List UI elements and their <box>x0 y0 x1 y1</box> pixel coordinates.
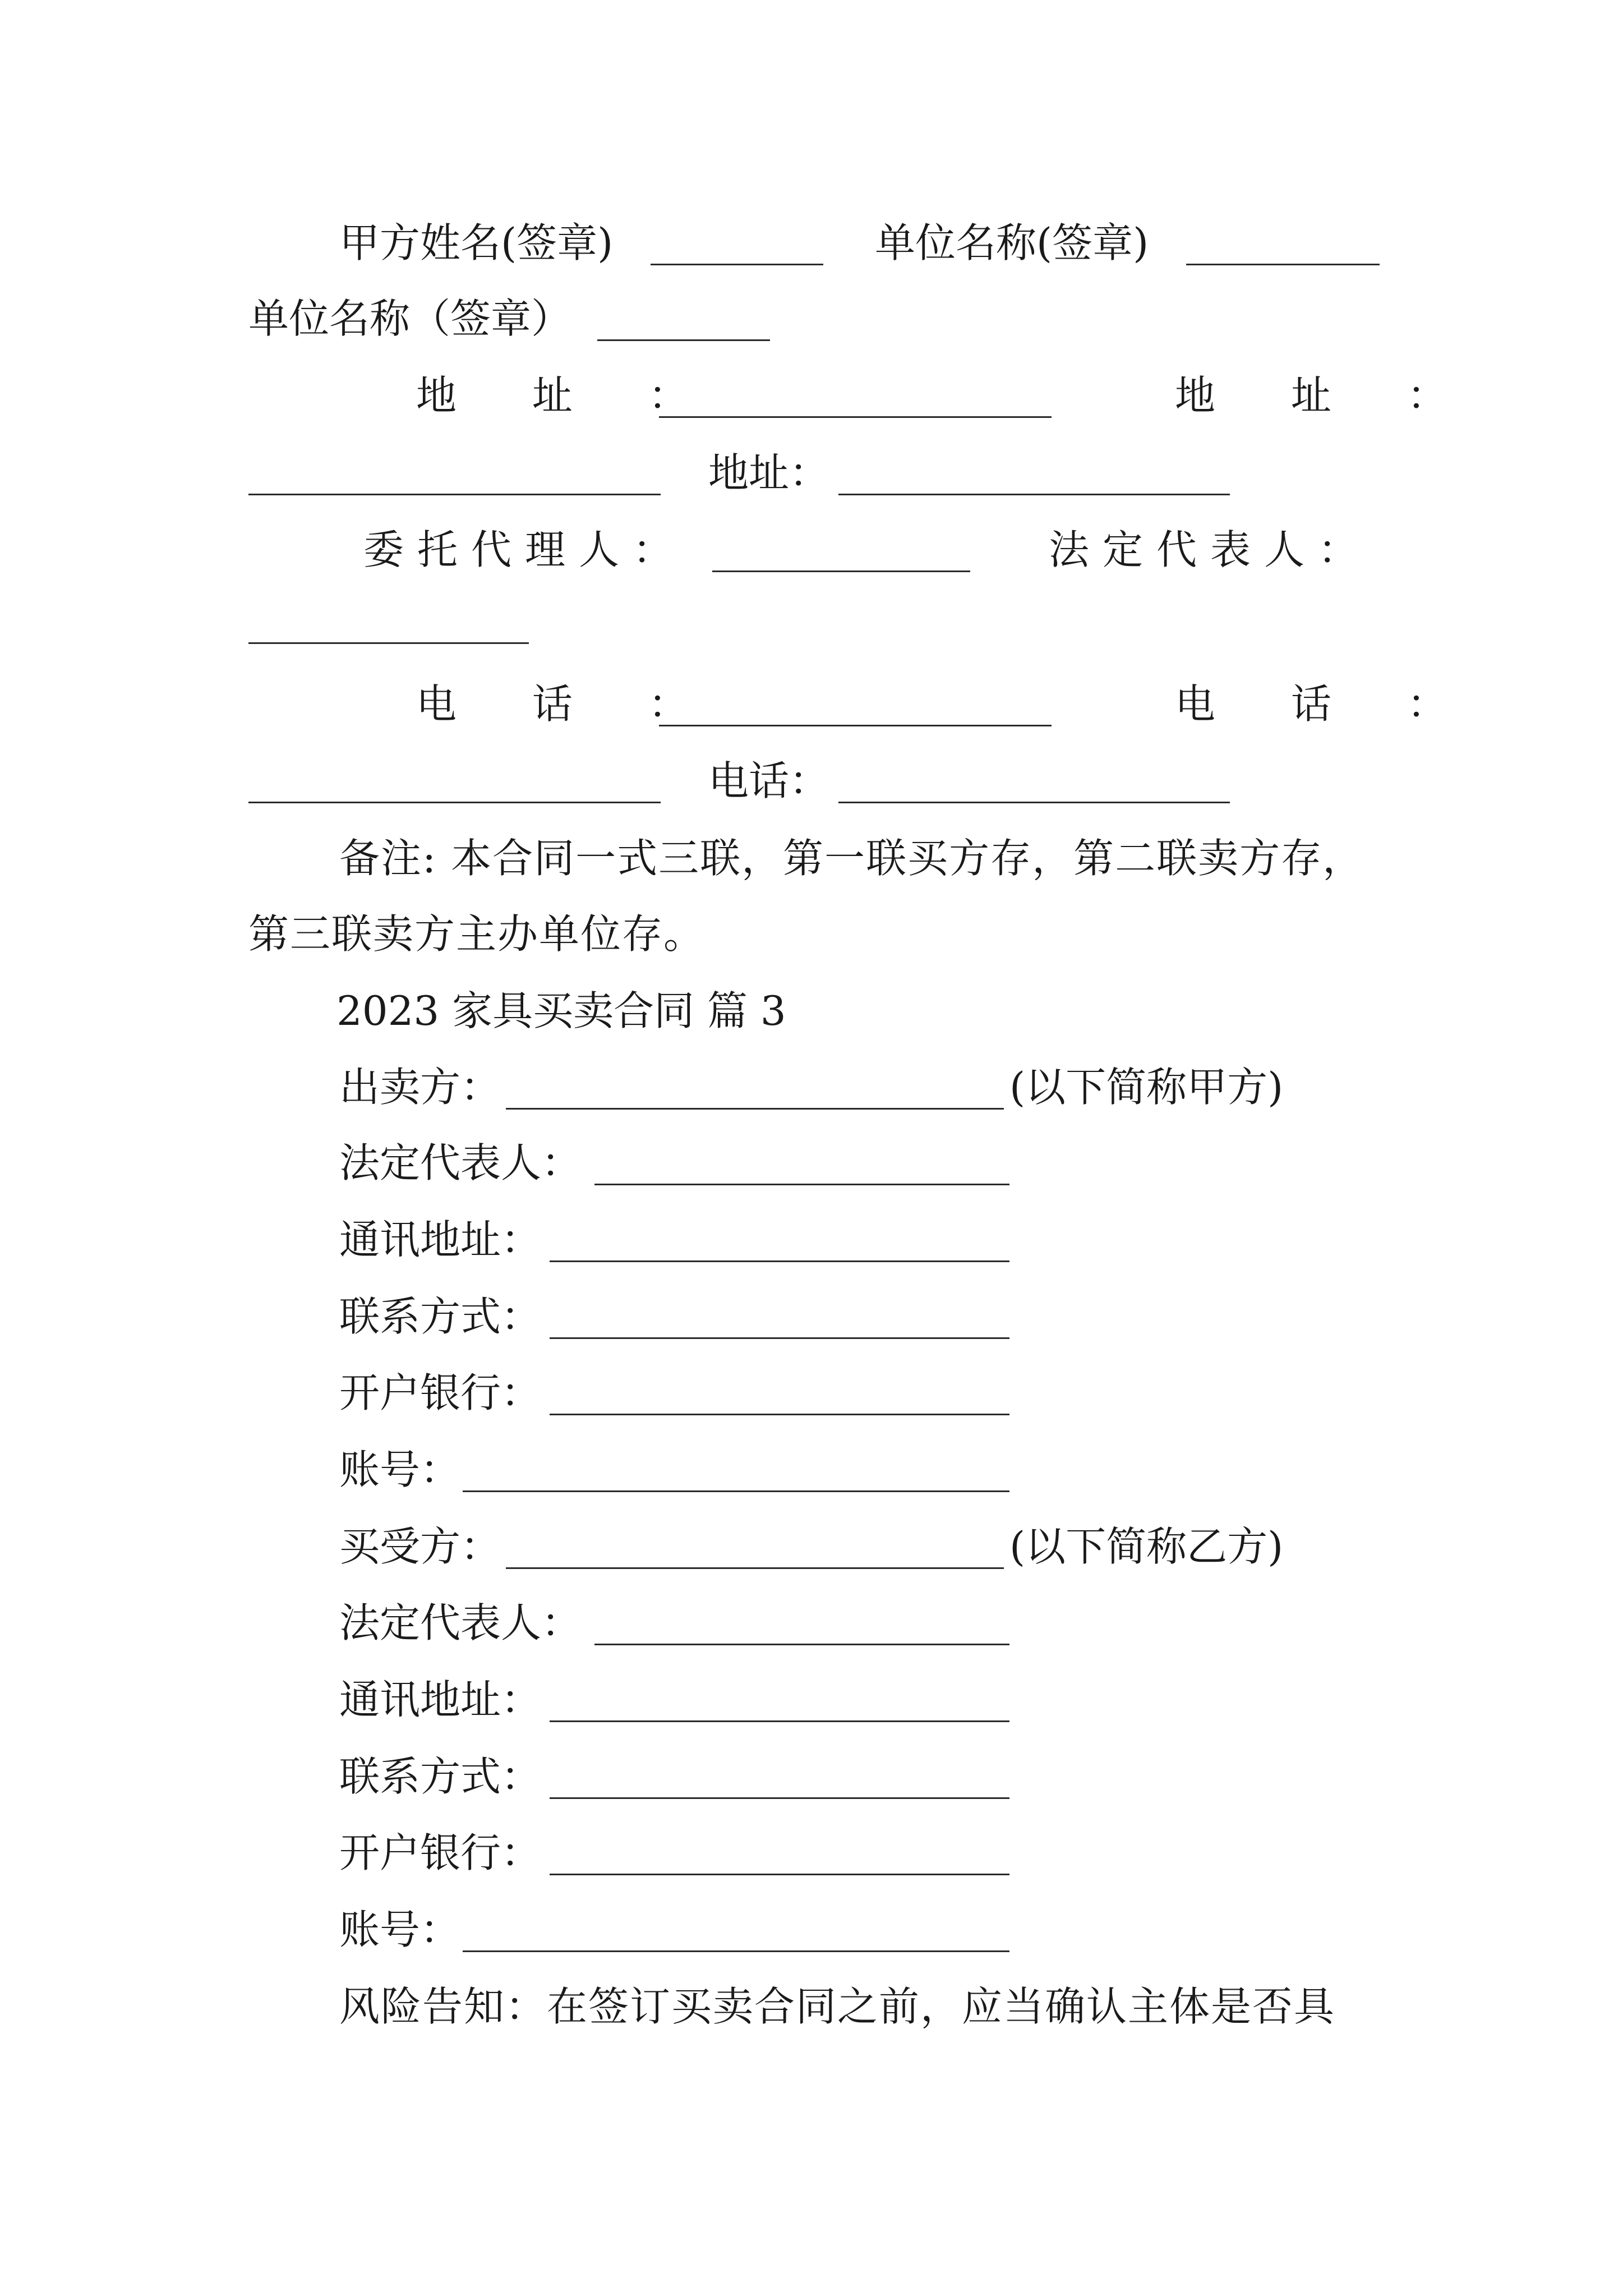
section-title: 2023 家具买卖合同 篇 3 <box>336 987 786 1034</box>
remark-text-1: 备注: 本合同一式三联，第一联买方存，第二联卖方存， <box>339 835 1364 882</box>
agent-label: 委托代理人： <box>363 526 687 573</box>
party-a-name-blank[interactable] <box>651 264 823 265</box>
address-label-3: 地址： <box>708 449 830 496</box>
signature-row-1 <box>0 206 1623 279</box>
seller-bank-label: 开户银行： <box>339 1369 542 1416</box>
phone-label-2: 电 话 ： <box>1175 680 1479 728</box>
buyer-row <box>0 1510 1623 1583</box>
signature-row-4 <box>0 436 1623 509</box>
seller-bank-blank[interactable] <box>550 1414 1009 1415</box>
section-title-row <box>0 974 1623 1047</box>
remark-line-1 <box>0 822 1623 895</box>
signature-row-8 <box>0 744 1623 817</box>
buyer-contact-row <box>0 1740 1623 1813</box>
seller-address-label: 通讯地址： <box>339 1216 542 1263</box>
seller-address-row <box>0 1203 1623 1276</box>
unit-name-label-1: 单位名称(签章) <box>875 219 1149 266</box>
phone-label-3: 电话： <box>708 757 830 804</box>
remark-text-2: 第三联卖方主办单位存。 <box>248 910 706 958</box>
signature-row-3 <box>0 359 1623 432</box>
buyer-contact-label: 联系方式： <box>339 1753 542 1800</box>
buyer-address-row <box>0 1663 1623 1736</box>
buyer-bank-row <box>0 1816 1623 1889</box>
phone-blank-1[interactable] <box>659 725 1052 726</box>
buyer-bank-label: 开户银行： <box>339 1829 542 1876</box>
buyer-account-label: 账号： <box>339 1906 461 1953</box>
buyer-label: 买受方： <box>339 1523 501 1570</box>
address-label-1: 地 址 ： <box>416 372 720 419</box>
buyer-address-label: 通讯地址： <box>339 1676 542 1723</box>
buyer-legal-rep-blank[interactable] <box>594 1644 1009 1645</box>
seller-bank-row <box>0 1356 1623 1429</box>
risk-notice-row <box>0 1970 1623 2043</box>
buyer-legal-rep-label: 法定代表人： <box>339 1599 582 1646</box>
party-a-name-label: 甲方姓名(签章) <box>339 219 614 266</box>
seller-suffix: (以下简称甲方) <box>1009 1064 1284 1111</box>
seller-contact-label: 联系方式： <box>339 1293 542 1340</box>
address-label-2: 地 址 ： <box>1175 372 1479 419</box>
legal-rep-label: 法定代表人： <box>1049 526 1372 573</box>
signature-row-5 <box>0 513 1623 586</box>
agent-blank[interactable] <box>712 570 970 572</box>
legal-rep-blank[interactable] <box>248 642 529 644</box>
phone-blank-2[interactable] <box>248 802 661 803</box>
seller-legal-rep-blank[interactable] <box>594 1184 1009 1185</box>
seller-address-blank[interactable] <box>550 1260 1009 1262</box>
phone-label-1: 电 话 ： <box>416 680 720 728</box>
buyer-contact-blank[interactable] <box>550 1797 1009 1799</box>
buyer-suffix: (以下简称乙方) <box>1009 1523 1284 1570</box>
seller-legal-rep-row <box>0 1126 1623 1199</box>
buyer-address-blank[interactable] <box>550 1720 1009 1722</box>
signature-row-2 <box>0 282 1623 355</box>
seller-blank[interactable] <box>506 1108 1004 1110</box>
seller-account-row <box>0 1433 1623 1506</box>
signature-row-6 <box>0 589 1623 662</box>
unit-name-blank-2[interactable] <box>597 339 770 341</box>
phone-blank-3[interactable] <box>838 802 1230 803</box>
buyer-bank-blank[interactable] <box>550 1874 1009 1875</box>
buyer-legal-rep-row <box>0 1586 1623 1659</box>
seller-label: 出卖方： <box>339 1064 501 1111</box>
seller-legal-rep-label: 法定代表人： <box>339 1139 582 1186</box>
seller-account-blank[interactable] <box>463 1490 1009 1492</box>
address-blank-3[interactable] <box>838 494 1230 495</box>
buyer-blank[interactable] <box>506 1567 1004 1569</box>
buyer-account-row <box>0 1893 1623 1966</box>
seller-row <box>0 1051 1623 1124</box>
buyer-account-blank[interactable] <box>463 1950 1009 1952</box>
unit-name-blank-1[interactable] <box>1186 264 1380 265</box>
seller-contact-blank[interactable] <box>550 1337 1009 1339</box>
risk-notice-text: 风险告知：在签订买卖合同之前，应当确认主体是否具 <box>339 1983 1336 2030</box>
remark-line-2 <box>0 898 1623 970</box>
address-blank-2[interactable] <box>248 494 661 495</box>
signature-row-7 <box>0 668 1623 740</box>
seller-contact-row <box>0 1280 1623 1353</box>
seller-account-label: 账号： <box>339 1446 461 1493</box>
unit-name-label-2: 单位名称（签章） <box>248 295 572 342</box>
address-blank-1[interactable] <box>659 416 1052 418</box>
